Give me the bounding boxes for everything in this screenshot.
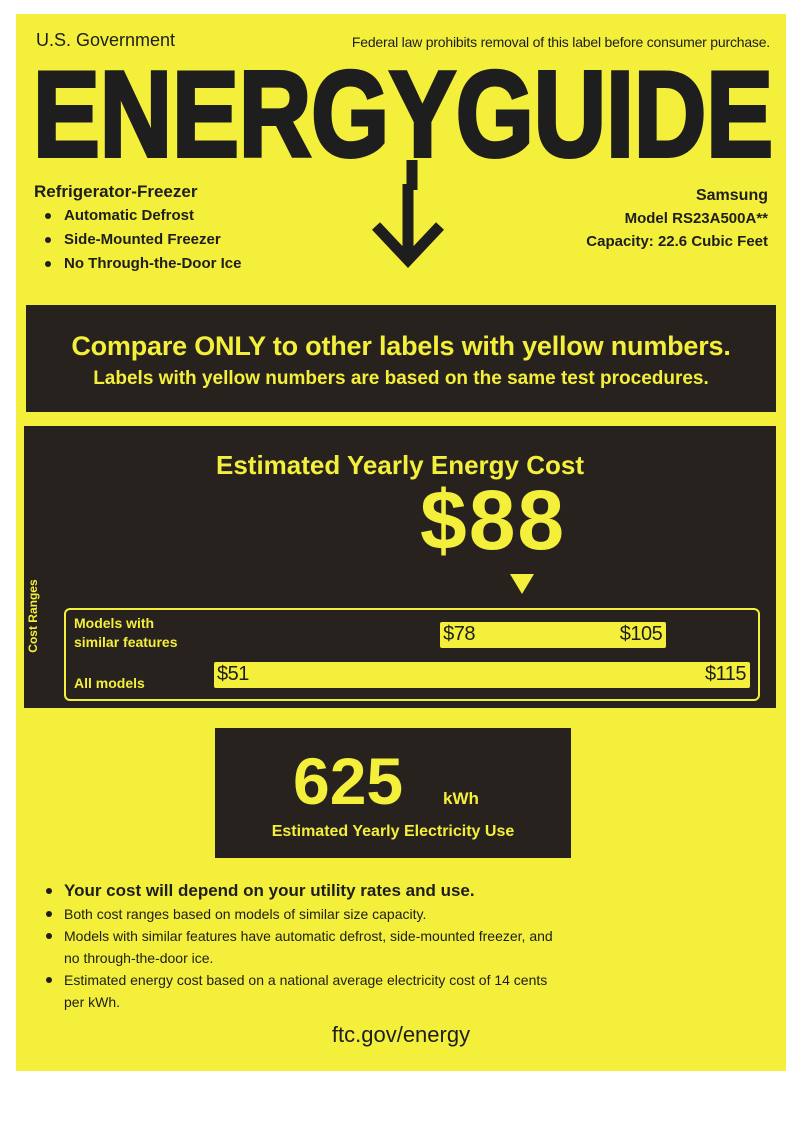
energyguide-logo-text: ENERGYGUIDE [33, 60, 773, 182]
cost-panel [24, 426, 776, 708]
notes-list [42, 878, 562, 1013]
compare-subline: Labels with yellow numbers are based on the same test procedures. [93, 368, 709, 389]
kwh-unit: kWh [443, 789, 479, 808]
model-number: Model RS23A500A** [624, 210, 768, 227]
feature-list [34, 204, 241, 276]
electricity-use-panel [215, 728, 571, 858]
energyguide-label [16, 14, 786, 1071]
note-item: Both cost ranges based on models of similar size capacity. [42, 903, 562, 925]
similar-min-label: $78 [443, 623, 475, 645]
similar-models-label-line2: similar features [74, 634, 178, 650]
cost-ranges-frame [64, 608, 760, 701]
cost-title: Estimated Yearly Energy Cost [215, 450, 584, 480]
model-info [586, 184, 768, 253]
similar-models-label [74, 614, 178, 652]
product-info [34, 182, 241, 276]
kwh-value: 625 [293, 744, 404, 818]
compare-banner [26, 305, 776, 412]
similar-models-range-bar [440, 622, 666, 648]
brand-name: Samsung [695, 187, 768, 204]
cost-pointer-icon [510, 574, 534, 594]
capacity-text: Capacity: 22.6 Cubic Feet [586, 233, 768, 250]
note-item: Your cost will depend on your utility rates and use. [42, 878, 562, 903]
note-item: Models with similar features have automatic defrost, side-mounted freezer, and no through-the-door ice. [42, 925, 562, 969]
cost-value: $88 [420, 473, 567, 567]
feature-item: Automatic Defrost [34, 204, 241, 228]
government-text: U.S. Government [36, 30, 176, 50]
removal-notice: Federal law prohibits removal of this label before consumer purchase. [351, 34, 770, 50]
feature-item: No Through-the-Door Ice [34, 252, 241, 276]
compare-headline: Compare ONLY to other labels with yellow numbers. [71, 331, 731, 361]
energyguide-logo [28, 60, 778, 190]
all-models-label: All models [74, 675, 145, 691]
note-item: Estimated energy cost based on a national average electricity cost of 14 cents per kWh. [42, 969, 562, 1013]
similar-models-label-line1: Models with [74, 615, 155, 631]
notes-section [42, 878, 562, 1013]
all-max-label: $115 [704, 663, 746, 685]
all-min-label: $51 [217, 663, 249, 685]
product-type: Refrigerator-Freezer [34, 182, 198, 201]
down-arrow-icon [368, 184, 448, 274]
all-models-range-bar [214, 662, 750, 688]
feature-item: Side-Mounted Freezer [34, 228, 241, 252]
cost-ranges-label: Cost Ranges [26, 579, 40, 653]
similar-max-label: $105 [619, 623, 663, 645]
ftc-link[interactable]: ftc.gov/energy [331, 1022, 471, 1047]
kwh-caption: Estimated Yearly Electricity Use [271, 823, 515, 840]
